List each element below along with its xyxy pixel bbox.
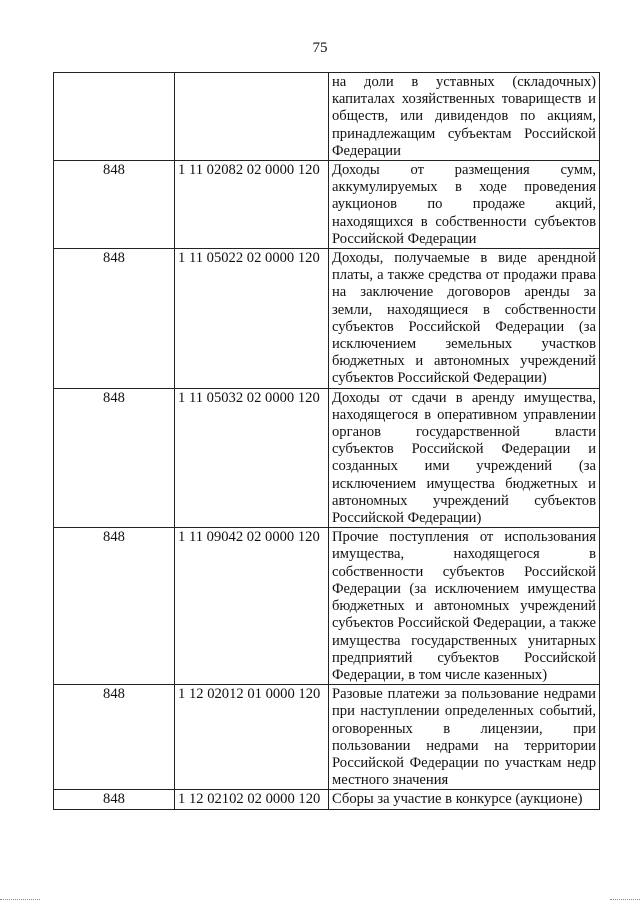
admin-code-cell: 848 (54, 388, 175, 528)
revenue-codes-table (53, 72, 600, 810)
admin-code-cell: 848 (54, 528, 175, 685)
budget-code-cell: 1 11 09042 02 0000 120 (175, 528, 329, 685)
admin-code-cell: 848 (54, 685, 175, 790)
description-cell: Разовые платежи за пользование недрами при наступлении определенных событий, оговоренных в лицензии, при пользовании недрами на территории Российской Федерации по участкам недр местного значения (329, 685, 600, 790)
description-cell: на доли в уставных (складочных) капиталах хозяйственных товариществ и обществ, или дивидендов по акциям, принадлежащим субъектам Российской Федерации (329, 73, 600, 161)
budget-code-cell: 1 12 02012 01 0000 120 (175, 685, 329, 790)
description-cell: Доходы от сдачи в аренду имущества, находящегося в оперативном управлении органов государственной власти субъектов Российской Федерации и созданных ими учреждений (за исключением имущества бюджетных и автономных учреждений субъектов Российской Федерации) (329, 388, 600, 528)
page-number: 75 (312, 40, 328, 56)
scan-edge-mark-right (610, 899, 640, 901)
table-row (54, 161, 600, 249)
budget-code-cell: 1 12 02102 02 0000 120 (175, 790, 329, 809)
admin-code-cell: 848 (54, 790, 175, 809)
admin-code-cell: 848 (54, 249, 175, 389)
budget-code-cell: 1 11 05022 02 0000 120 (175, 249, 329, 389)
budget-code-cell: 1 11 05032 02 0000 120 (175, 388, 329, 528)
description-cell: Доходы, получаемые в виде арендной платы, а также средства от продажи права на заключение договоров аренды за земли, находящиеся в собственности субъектов Российской Федерации (за исключением земельных участков бюджетных и автономных учреждений субъектов Российской Федерации) (329, 249, 600, 389)
table-row (54, 388, 600, 528)
description-cell: Прочие поступления от использования имущества, находящегося в собственности субъектов Российской Федерации (за исключением имущества бюджетных и автономных учреждений субъектов Российской Федерации, а также имущества государственных унитарных предприятий субъектов Российской Федерации, в том числе казенных) (329, 528, 600, 685)
table-row (54, 790, 600, 809)
table-row (54, 73, 600, 161)
scan-edge-mark-left (0, 899, 40, 901)
table-row (54, 249, 600, 389)
admin-code-cell (54, 73, 175, 161)
budget-code-cell: 1 11 02082 02 0000 120 (175, 161, 329, 249)
budget-code-cell (175, 73, 329, 161)
description-cell: Сборы за участие в конкурсе (аукционе) (329, 790, 600, 809)
admin-code-cell: 848 (54, 161, 175, 249)
table-row (54, 685, 600, 790)
table-row (54, 528, 600, 685)
description-cell: Доходы от размещения сумм, аккумулируемых в ходе проведения аукционов по продаже акций, находящихся в собственности субъектов Российской Федерации (329, 161, 600, 249)
